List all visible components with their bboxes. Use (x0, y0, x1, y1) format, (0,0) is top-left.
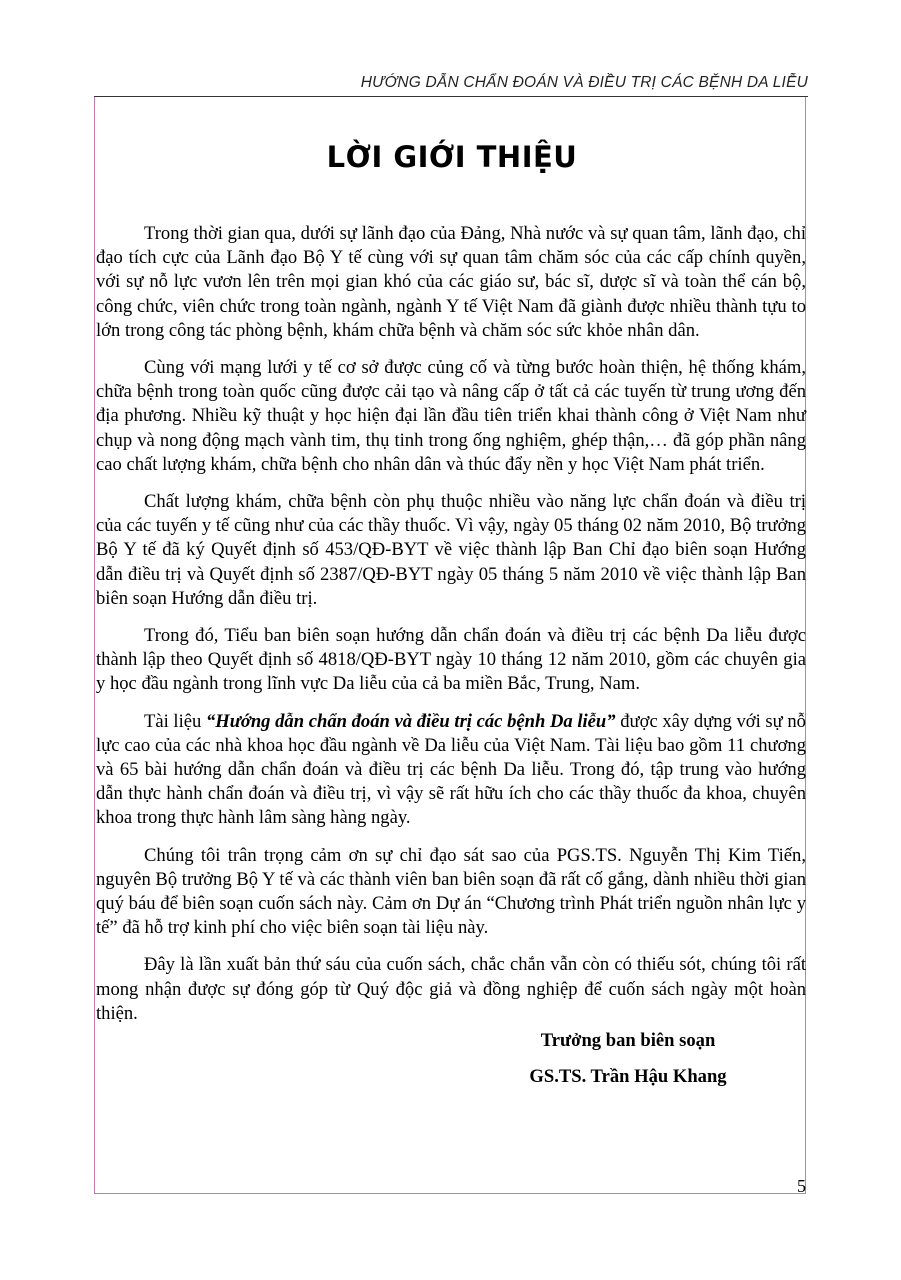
page-number: 5 (797, 1176, 806, 1196)
signature-role: Trưởng ban biên soạn (540, 1030, 716, 1051)
paragraph-3: Chất lượng khám, chữa bệnh còn phụ thuộc nhiều vào năng lực chẩn đoán và điều trị của các tuyến y tế cũng như của các thầy thuốc. Vì vậy, ngày 05 tháng 02 năm 2010, Bộ trưởng Bộ Y tế đã ký Quyết định số 453/QĐ-BYT về việc thành lập Ban Chỉ đạo biên soạn Hướng dẫn điều trị và Quyết định số 2387/QĐ-BYT ngày 05 tháng 5 năm 2010 về việc thành lập Ban biên soạn Hướng dẫn điều trị. (96, 491, 806, 609)
paragraph-1: Trong thời gian qua, dưới sự lãnh đạo của Đảng, Nhà nước và sự quan tâm, lãnh đạo, chỉ đạo tích cực của Lãnh đạo Bộ Y tế cùng với sự quan tâm chăm sóc của các cấp chính quyền, với sự nỗ lực vươn lên trên mọi gian khó của các giáo sư, bác sĩ, dược sĩ và toàn thể cán bộ, công chức, viên chức trong toàn ngành, ngành Y tế Việt Nam đã giành được nhiều thành tựu to lớn trong công tác phòng bệnh, khám chữa bệnh và chăm sóc sức khỏe nhân dân. (96, 223, 806, 341)
paragraph-7: Đây là lần xuất bản thứ sáu của cuốn sách, chắc chắn vẫn còn có thiếu sót, chúng tôi rất mong nhận được sự đóng góp từ Quý độc giả và đồng nghiệp để cuốn sách ngày một hoàn thiện. (96, 954, 806, 1024)
document-title: “Hướng dẫn chẩn đoán và điều trị các bệnh Da liễu” (205, 710, 616, 732)
paragraph-4: Trong đó, Tiểu ban biên soạn hướng dẫn chẩn đoán và điều trị các bệnh Da liễu được thành lập theo Quyết định số 4818/QĐ-BYT ngày 10 tháng 12 năm 2010, gồm các chuyên gia y học đầu ngành trong lĩnh vực Da liễu của cả ba miền Bắc, Trung, Nam. (96, 625, 806, 695)
paragraph-6: Chúng tôi trân trọng cảm ơn sự chỉ đạo sát sao của PGS.TS. Nguyễn Thị Kim Tiến, nguyên Bộ trưởng Bộ Y tế và các thành viên ban biên soạn đã rất cố gắng, dành nhiều thời gian quý báu để biên soạn cuốn sách này. Cảm ơn Dự án “Chương trình Phát triển nguồn nhân lực y tế” đã hỗ trợ kinh phí cho việc biên soạn tài liệu này. (96, 844, 806, 939)
paragraph-2: Cùng với mạng lưới y tế cơ sở được củng cố và từng bước hoàn thiện, hệ thống khám, chữa bệnh trong toàn quốc cũng được cải tạo và nâng cấp ở tất cả các tuyến từ trung ương đến địa phương. Nhiều kỹ thuật y học hiện đại lần đầu tiên triển khai thành công ở Việt Nam như chụp và nong động mạch vành tim, thụ tinh trong ống nghiệm, ghép thận,… đã góp phần nâng cao chất lượng khám, chữa bệnh cho nhân dân và thúc đẩy nền y học Việt Nam phát triển. (96, 357, 806, 475)
paragraph-5-prefix: Tài liệu (144, 710, 206, 732)
page-title: LỜI GIỚI THIỆU (326, 140, 578, 174)
running-header: HƯỚNG DẪN CHẨN ĐOÁN VÀ ĐIỀU TRỊ CÁC BỆNH DA LIỄU (360, 74, 808, 91)
body-text (96, 222, 806, 1026)
paragraph-5 (96, 710, 806, 831)
paragraph-5-rest: được xây dựng với sự nỗ lực cao của các nhà khoa học đầu ngành về Da liễu của Việt Nam. Tài liệu bao gồm 11 chương và 65 bài hướng dẫn chẩn đoán và điều trị các bệnh Da liễu. Trong đó, tập trung vào hướng dẫn thực hành chẩn đoán và điều trị, vì vậy sẽ rất hữu ích cho các thầy thuốc đa khoa, chuyên khoa trong thực hành lâm sàng hàng ngày. (96, 710, 806, 829)
signature-name: GS.TS. Trần Hậu Khang (529, 1066, 727, 1087)
